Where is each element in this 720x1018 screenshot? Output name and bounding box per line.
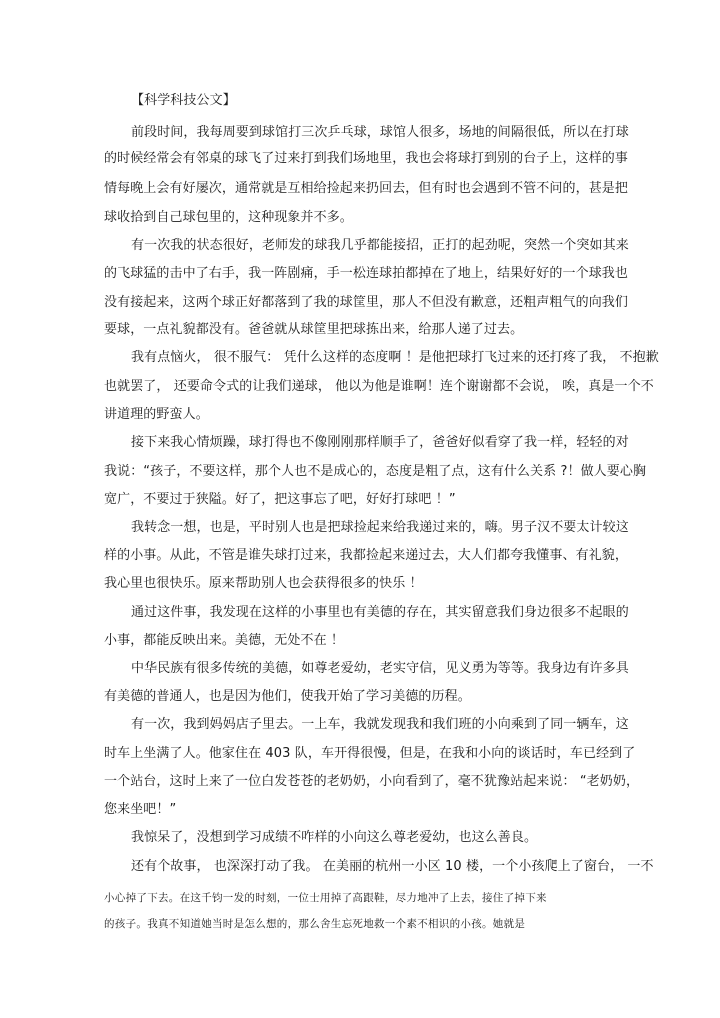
text-line: 情每晚上会有好屡次，通常就是互相给捡起来扔回去，但有时也会遇到不管不问的，甚是把 [104,181,629,196]
text-line: 我说：“孩子，不要这样，那个人也不是成心的，态度是粗了点，这有什么关系 ?！做人要心胸 [104,464,647,479]
text-line: 没有接起来，这两个球正好都落到了我的球筐里，那人不但没有歉意，还粗声粗气的向我们 [104,295,629,310]
text-line: 我转念一想，也是，平时别人也是把球捡起来给我递过来的，嗨。男子汉不要太计较这 [131,520,629,535]
text-line: 小事，都能反映出来。美德，无处不在 ！ [104,633,345,648]
text-line: 中华民族有很多传统的美德，如尊老爱幼，老实守信，见义勇为等等。我身边有许多具 [131,661,629,676]
text-line: 的飞球猛的击中了右手，我一阵剧痛，手一松连球拍都掉在了地上，结果好好的一个球我也 [104,266,629,281]
text-line: 通过这件事，我发现在这样的小事里也有美德的存在，其实留意我们身边很多不起眼的 [131,605,629,620]
text-line: 讲道理的野蛮人。 [104,407,209,422]
text-line: 宽广，不要过于狭隘。好了，把这事忘了吧，好好打球吧 ！” [104,492,456,507]
text-line: 还有个故事， 也深深打动了我。 在美丽的杭州一小区 10 楼，一个小孩爬上了窗台， 一不 [131,859,654,874]
text-line: 接下来我心情烦躁，球打得也不像刚刚那样顺手了，爸爸好似看穿了我一样，轻轻的对 [131,435,629,450]
text-line: 小心掉了下去。在这千钧一发的时刻，一位士用掉了高跟鞋，尽力地冲了上去，接住了掉下来 [104,892,547,904]
text-line: 的孩子。我真不知道她当时是怎么想的，那么舍生忘死地救一个素不相识的小孩。她就是 [104,918,526,930]
text-line: 有一次我的状态很好，老师发的球我几乎都能接招，正打的起劲呢，突然一个突如其来 [131,238,629,253]
text-line: 球收拾到自己球包里的，这种现象并不多。 [104,210,353,225]
text-line: 样的小事。从此，不管是谁失球打过来，我都捡起来递过去，大人们都夸我懂事、有礼貌， [104,548,629,563]
text-line: 的时候经常会有邻桌的球飞了过来打到我们场地里，我也会将球打到别的台子上，这样的事 [104,151,629,166]
text-line: 我有点恼火， 很不服气： 凭什么这样的态度啊 ！是他把球打飞过来的还打疼了我， 不抱歉 [131,350,659,365]
text-line: 也就罢了， 还要命令式的让我们递球， 他以为他是谁啊！连个谢谢都不会说， 唉，真是一个不 [104,379,654,394]
text-line: 您来坐吧！” [104,802,177,817]
text-line: 有一次，我到妈妈店子里去。一上车，我就发现我和我们班的小向乘到了同一辆车，这 [131,717,629,732]
text-line: 一个站台，这时上来了一位白发苍苍的老奶奶，小向看到了，毫不犹豫站起来说： “老奶奶， [104,774,640,789]
text-line: 我心里也很快乐。原来帮助别人也会获得很多的快乐 ！ [104,576,423,591]
text-line: 时车上坐满了人。他家住在 403 队，车开得很慢，但是，在我和小向的谈话时，车已经到了 [104,746,636,761]
text-line: 我惊呆了，没想到学习成绩不咋样的小向这么尊老爱幼，也这么善良。 [131,830,538,845]
text-line: 有美德的普通人，也是因为他们，使我开始了学习美德的历程。 [104,689,471,704]
document-heading: 【科学科技公文】 [131,93,236,108]
text-line: 前段时间，我每周要到球馆打三次乒乓球，球馆人很多，场地的间隔很低，所以在打球 [131,125,629,140]
text-line: 要球，一点礼貌都没有。爸爸就从球筐里把球拣出来，给那人递了过去。 [104,322,524,337]
